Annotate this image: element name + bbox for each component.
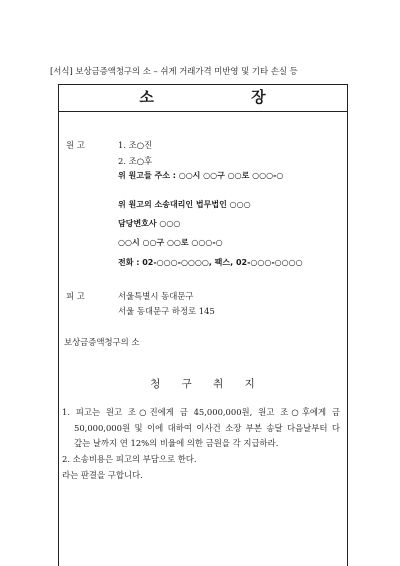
claim-item-1-line-2: 50,000,000원 및 이에 대하여 이사건 소장 부본 송달 다음날부터 다 [74, 422, 340, 433]
claim-item-2: 2. 소송비용은 피고의 부담으로 한다. [62, 454, 197, 464]
plaintiff-label: 원 고 [66, 140, 85, 150]
attorney-address: ○○시 ○○구 ○○로 ○○○-○ [118, 238, 223, 247]
claim-item-1-line-3: 갚는 날까지 연 12%의 비율에 의한 금원을 각 지급하라. [74, 438, 279, 448]
claim-item-1-line-1: 1. 피고는 원고 조○진에게 금 45,000,000원, 원고 조○후에게 금 [62, 407, 340, 417]
claims-closing: 라는 판결을 구합니다. [62, 470, 143, 480]
plaintiff-address: 위 원고들 주소 : ○○시 ○○구 ○○로 ○○○-○ [118, 171, 284, 180]
attorney-contact: 전화 : 02-○○○-○○○○, 팩스, 02-○○○-○○○○ [118, 258, 303, 267]
document-title: 소 장 [139, 88, 312, 106]
plaintiff-item-1: 1. 조○진 [118, 140, 153, 150]
case-name: 보상금증액청구의 소 [64, 337, 140, 347]
claims-heading: 청 구 취 지 [150, 378, 264, 390]
defendant-address: 서울 동대문구 하정로 145 [118, 306, 215, 316]
plaintiff-item-2: 2. 조○후 [118, 156, 153, 166]
plaintiff-attorney: 위 원고의 소송대리인 법무법인 ○○○ [118, 200, 251, 209]
form-header-note: [서식] 보상금증액청구의 소 – 쉬게 거래가격 미반영 및 기타 손실 등 [50, 66, 298, 76]
plaintiff-lawyer: 담당변호사 ○○○ [118, 219, 181, 228]
defendant-name: 서울특별시 동대문구 [118, 291, 194, 301]
document-frame [58, 84, 348, 566]
claim-item-1 [62, 405, 340, 452]
defendant-label: 피 고 [66, 291, 85, 301]
title-divider [58, 111, 347, 112]
